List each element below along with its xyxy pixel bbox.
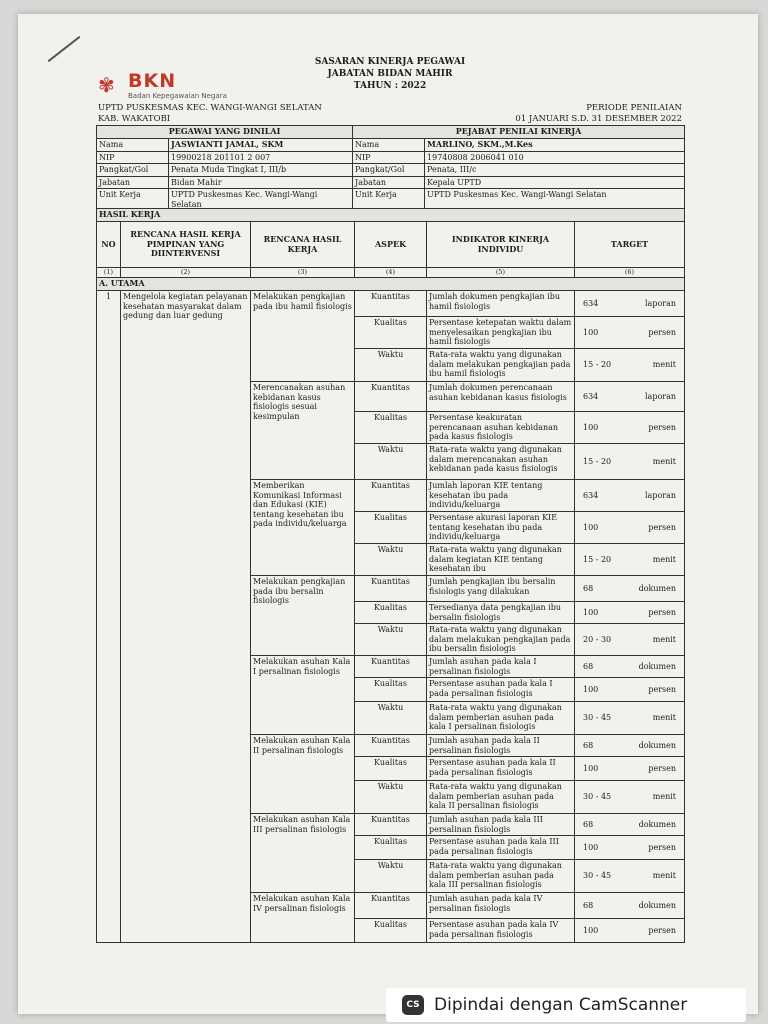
item-number: 1 <box>97 291 121 943</box>
target-unit: laporan <box>645 298 677 308</box>
target-cell <box>575 317 685 349</box>
aspek-cell: Waktu <box>355 544 427 576</box>
aspek-cell: Kualitas <box>355 602 427 624</box>
bkn-logo <box>98 70 258 104</box>
target-wrap <box>577 820 682 830</box>
target-wrap <box>577 926 682 936</box>
penilai-value: UPTD Puskesmas Kec. Wangi-Wangi Selatan <box>425 189 685 211</box>
penilai-value: 19740808 2006041 010 <box>425 151 685 164</box>
target-value: 15 - 20 <box>583 554 612 564</box>
aspek-cell: Waktu <box>355 444 427 480</box>
target-wrap <box>577 741 682 751</box>
indikator-cell: Jumlah asuhan pada kala II persalinan fisiologis <box>427 735 575 757</box>
target-wrap <box>577 299 682 309</box>
target-value: 15 - 20 <box>583 456 612 466</box>
indikator-cell: Persentase ketepatan waktu dalam menyelesaikan pengkajian ibu hamil fisiologis <box>427 317 575 349</box>
column-number: (6) <box>575 268 685 278</box>
indikator-cell: Jumlah asuhan pada kala I persalinan fisiologis <box>427 656 575 678</box>
indikator-cell: Persentase asuhan pada kala IV pada persalinan fisiologis <box>427 919 575 943</box>
aspek-cell: Kualitas <box>355 836 427 860</box>
target-value: 100 <box>583 607 599 617</box>
target-unit: menit <box>652 792 677 802</box>
target-value: 100 <box>583 422 599 432</box>
target-cell <box>575 814 685 836</box>
target-cell <box>575 480 685 512</box>
target-cell <box>575 678 685 702</box>
target-unit: persen <box>648 684 677 694</box>
target-unit: menit <box>652 871 677 881</box>
indikator-cell: Jumlah asuhan pada kala III persalinan fisiologis <box>427 814 575 836</box>
target-value: 100 <box>583 925 599 935</box>
col-rencana-pimpinan: RENCANA HASIL KERJA PIMPINAN YANG DIINTERVENSI <box>121 222 251 268</box>
column-number: (1) <box>97 268 121 278</box>
kabupaten: KAB. WAKATOBI <box>98 114 171 124</box>
target-wrap <box>577 662 682 672</box>
target-cell <box>575 512 685 544</box>
target-wrap <box>577 871 682 881</box>
target-unit: persen <box>648 763 677 773</box>
target-wrap <box>577 713 682 723</box>
indikator-cell: Tersedianya data pengkajian ibu bersalin fisiologis <box>427 602 575 624</box>
target-cell <box>575 444 685 480</box>
indikator-cell: Persentase asuhan pada kala III pada persalinan fisiologis <box>427 836 575 860</box>
target-unit: persen <box>648 842 677 852</box>
rencana-hasil-kerja: Melakukan pengkajian pada ibu bersalin fisiologis <box>251 576 355 656</box>
title-line-1: SASARAN KINERJA PEGAWAI <box>314 57 466 67</box>
target-value: 634 <box>583 490 599 500</box>
target-wrap <box>577 491 682 501</box>
target-wrap <box>577 423 682 433</box>
section-utama: A. UTAMA <box>97 278 685 291</box>
target-value: 30 - 45 <box>583 713 612 723</box>
target-unit: menit <box>652 634 677 644</box>
target-wrap <box>577 523 682 533</box>
unit-name: UPTD PUSKESMAS KEC. WANGI-WANGI SELATAN <box>98 103 322 113</box>
aspek-cell: Kuantitas <box>355 576 427 602</box>
rencana-hasil-kerja: Melakukan pengkajian pada ibu hamil fisiologis <box>251 291 355 382</box>
column-number: (2) <box>121 268 251 278</box>
target-unit: laporan <box>645 391 677 401</box>
target-unit: dokumen <box>638 740 677 750</box>
camscanner-icon: CS <box>402 995 424 1015</box>
aspek-cell: Waktu <box>355 349 427 382</box>
aspek-cell: Kuantitas <box>355 382 427 412</box>
camscanner-watermark <box>386 988 746 1022</box>
pegawai-value: JASWIANTI JAMAL, SKM <box>169 139 353 152</box>
target-value: 634 <box>583 298 599 308</box>
indikator-cell: Jumlah dokumen perencanaan asuhan kebidanan kasus fisiologis <box>427 382 575 412</box>
title-line-2: JABATAN BIDAN MAHIR <box>327 69 453 79</box>
pegawai-value: UPTD Puskesmas Kec. Wangi-Wangi Selatan <box>169 189 353 211</box>
target-wrap <box>577 555 682 565</box>
identity-table <box>96 125 685 211</box>
identity-row <box>97 139 685 152</box>
pegawai-heading: PEGAWAI YANG DINILAI <box>97 126 353 139</box>
target-wrap <box>577 457 682 467</box>
indikator-cell: Rata-rata waktu yang digunakan dalam melakukan pengkajian pada ibu hamil fisiologis <box>427 349 575 382</box>
target-cell <box>575 544 685 576</box>
target-value: 68 <box>583 583 594 593</box>
rencana-hasil-kerja: Melakukan asuhan Kala II persalinan fisiologis <box>251 735 355 814</box>
target-cell <box>575 624 685 656</box>
target-wrap <box>577 843 682 853</box>
target-value: 100 <box>583 763 599 773</box>
target-unit: persen <box>648 422 677 432</box>
target-wrap <box>577 360 682 370</box>
indikator-cell: Persentase asuhan pada kala I pada persalinan fisiologis <box>427 678 575 702</box>
pegawai-value: Bidan Mahir <box>169 176 353 189</box>
penilai-label: Nama <box>353 139 425 152</box>
periode-label: PERIODE PENILAIAN <box>586 103 682 113</box>
title-line-3: TAHUN : 2022 <box>353 81 427 91</box>
pegawai-label: NIP <box>97 151 169 164</box>
indikator-cell: Rata-rata waktu yang digunakan dalam kegiatan KIE tentang kesehatan ibu <box>427 544 575 576</box>
indikator-cell: Jumlah asuhan pada kala IV persalinan fisiologis <box>427 893 575 919</box>
target-cell <box>575 382 685 412</box>
target-unit: menit <box>652 360 677 370</box>
target-value: 30 - 45 <box>583 871 612 881</box>
penilai-label: Pangkat/Gol <box>353 164 425 177</box>
rencana-hasil-kerja: Memberikan Komunikasi Informasi dan Edukasi (KIE) tentang kesehatan ibu pada individu/keluarga <box>251 480 355 576</box>
target-cell <box>575 735 685 757</box>
target-wrap <box>577 392 682 402</box>
target-cell <box>575 919 685 943</box>
target-wrap <box>577 635 682 645</box>
target-unit: menit <box>652 713 677 723</box>
camscanner-text: Dipindai dengan CamScanner <box>434 995 688 1015</box>
penilai-label: Jabatan <box>353 176 425 189</box>
target-unit: dokumen <box>638 661 677 671</box>
target-unit: menit <box>652 456 677 466</box>
target-wrap <box>577 584 682 594</box>
aspek-cell: Kuantitas <box>355 291 427 317</box>
target-cell <box>575 836 685 860</box>
pegawai-value: Penata Muda Tingkat I, III/b <box>169 164 353 177</box>
aspek-cell: Waktu <box>355 624 427 656</box>
target-cell <box>575 349 685 382</box>
indikator-cell: Rata-rata waktu yang digunakan dalam pemberian asuhan pada kala II persalinan fisiologis <box>427 781 575 814</box>
target-wrap <box>577 764 682 774</box>
hasil-kerja-heading: HASIL KERJA <box>97 209 685 222</box>
target-value: 100 <box>583 842 599 852</box>
target-wrap <box>577 685 682 695</box>
aspek-cell: Waktu <box>355 702 427 735</box>
indikator-cell: Persentase keakuratan perencanaan asuhan kebidanan pada kasus fisiologis <box>427 412 575 444</box>
rencana-hasil-kerja: Melakukan asuhan Kala III persalinan fisiologis <box>251 814 355 893</box>
aspek-cell: Kuantitas <box>355 893 427 919</box>
target-unit: dokumen <box>638 819 677 829</box>
column-number: (5) <box>427 268 575 278</box>
indikator-cell: Persentase akurasi laporan KIE tentang kesehatan ibu pada individu/keluarga <box>427 512 575 544</box>
penilai-value: Penata, III/c <box>425 164 685 177</box>
target-cell <box>575 757 685 781</box>
pegawai-label: Pangkat/Gol <box>97 164 169 177</box>
col-aspek: ASPEK <box>355 222 427 268</box>
rencana-hasil-kerja: Melakukan asuhan Kala I persalinan fisiologis <box>251 656 355 735</box>
indikator-cell: Jumlah laporan KIE tentang kesehatan ibu pada individu/keluarga <box>427 480 575 512</box>
indikator-cell: Jumlah dokumen pengkajian ibu hamil fisiologis <box>427 291 575 317</box>
identity-row <box>97 164 685 177</box>
rencana-hasil-kerja: Merencanakan asuhan kebidanan kasus fisiologis sesuai kesimpulan <box>251 382 355 480</box>
target-value: 68 <box>583 740 594 750</box>
pegawai-label: Unit Kerja <box>97 189 169 211</box>
aspek-cell: Waktu <box>355 781 427 814</box>
target-wrap <box>577 792 682 802</box>
target-cell <box>575 602 685 624</box>
penilai-value: MARLINO, SKM.,M.Kes <box>425 139 685 152</box>
aspek-cell: Kualitas <box>355 757 427 781</box>
target-value: 100 <box>583 522 599 532</box>
target-value: 20 - 30 <box>583 634 612 644</box>
target-unit: persen <box>648 327 677 337</box>
indikator-cell: Rata-rata waktu yang digunakan dalam melakukan pengkajian pada ibu bersalin fisiologis <box>427 624 575 656</box>
target-value: 100 <box>583 684 599 694</box>
aspek-cell: Waktu <box>355 860 427 893</box>
indikator-cell: Rata-rata waktu yang digunakan dalam pemberian asuhan pada kala III persalinan fisiologis <box>427 860 575 893</box>
aspek-cell: Kualitas <box>355 919 427 943</box>
identity-row <box>97 176 685 189</box>
target-value: 68 <box>583 819 594 829</box>
col-rencana: RENCANA HASIL KERJA <box>251 222 355 268</box>
aspek-cell: Kuantitas <box>355 735 427 757</box>
target-cell <box>575 860 685 893</box>
indikator-cell: Rata-rata waktu yang digunakan dalam merencanakan asuhan kebidanan pada kasus fisiologis <box>427 444 575 480</box>
target-value: 68 <box>583 661 594 671</box>
target-wrap <box>577 328 682 338</box>
target-cell <box>575 656 685 678</box>
indikator-row <box>97 291 685 317</box>
target-wrap <box>577 901 682 911</box>
target-cell <box>575 576 685 602</box>
indikator-cell: Jumlah pengkajian ibu bersalin fisiologis yang dilakukan <box>427 576 575 602</box>
target-value: 68 <box>583 900 594 910</box>
column-number: (4) <box>355 268 427 278</box>
target-cell <box>575 412 685 444</box>
col-target: TARGET <box>575 222 685 268</box>
target-unit: menit <box>652 554 677 564</box>
indikator-cell: Persentase asuhan pada kala II pada persalinan fisiologis <box>427 757 575 781</box>
target-value: 100 <box>583 327 599 337</box>
target-wrap <box>577 608 682 618</box>
aspek-cell: Kuantitas <box>355 480 427 512</box>
penilai-value: Kepala UPTD <box>425 176 685 189</box>
target-cell <box>575 702 685 735</box>
penilai-heading: PEJABAT PENILAI KINERJA <box>353 126 685 139</box>
aspek-cell: Kualitas <box>355 412 427 444</box>
target-cell <box>575 781 685 814</box>
penilai-label: Unit Kerja <box>353 189 425 211</box>
col-no: NO <box>97 222 121 268</box>
rencana-pimpinan-text: Mengelola kegiatan pelayanan kesehatan masyarakat dalam gedung dan luar gedung <box>121 291 251 943</box>
periode-value: 01 JANUARI S.D. 31 DESEMBER 2022 <box>515 114 682 124</box>
target-cell <box>575 291 685 317</box>
penilai-label: NIP <box>353 151 425 164</box>
aspek-cell: Kualitas <box>355 512 427 544</box>
target-cell <box>575 893 685 919</box>
target-unit: laporan <box>645 490 677 500</box>
target-value: 30 - 45 <box>583 792 612 802</box>
column-number: (3) <box>251 268 355 278</box>
target-unit: dokumen <box>638 583 677 593</box>
target-unit: dokumen <box>638 900 677 910</box>
logo-text: BKN <box>128 70 177 92</box>
aspek-cell: Kuantitas <box>355 814 427 836</box>
bkn-emblem-icon: ✾ <box>98 73 115 97</box>
target-unit: persen <box>648 522 677 532</box>
document-title <box>290 56 490 92</box>
aspek-cell: Kualitas <box>355 678 427 702</box>
target-value: 15 - 20 <box>583 360 612 370</box>
pegawai-value: 19900218 201101 2 007 <box>169 151 353 164</box>
indikator-cell: Rata-rata waktu yang digunakan dalam pemberian asuhan pada kala I persalinan fisiologis <box>427 702 575 735</box>
target-unit: persen <box>648 925 677 935</box>
target-unit: persen <box>648 607 677 617</box>
aspek-cell: Kuantitas <box>355 656 427 678</box>
target-value: 634 <box>583 391 599 401</box>
hasil-kerja-table <box>96 208 685 943</box>
aspek-cell: Kualitas <box>355 317 427 349</box>
logo-subtitle: Badan Kepegawaian Negara <box>128 92 227 100</box>
rencana-hasil-kerja: Melakukan asuhan Kala IV persalinan fisiologis <box>251 893 355 943</box>
pegawai-label: Jabatan <box>97 176 169 189</box>
pegawai-label: Nama <box>97 139 169 152</box>
col-indikator: INDIKATOR KINERJA INDIVIDU <box>427 222 575 268</box>
identity-row <box>97 151 685 164</box>
